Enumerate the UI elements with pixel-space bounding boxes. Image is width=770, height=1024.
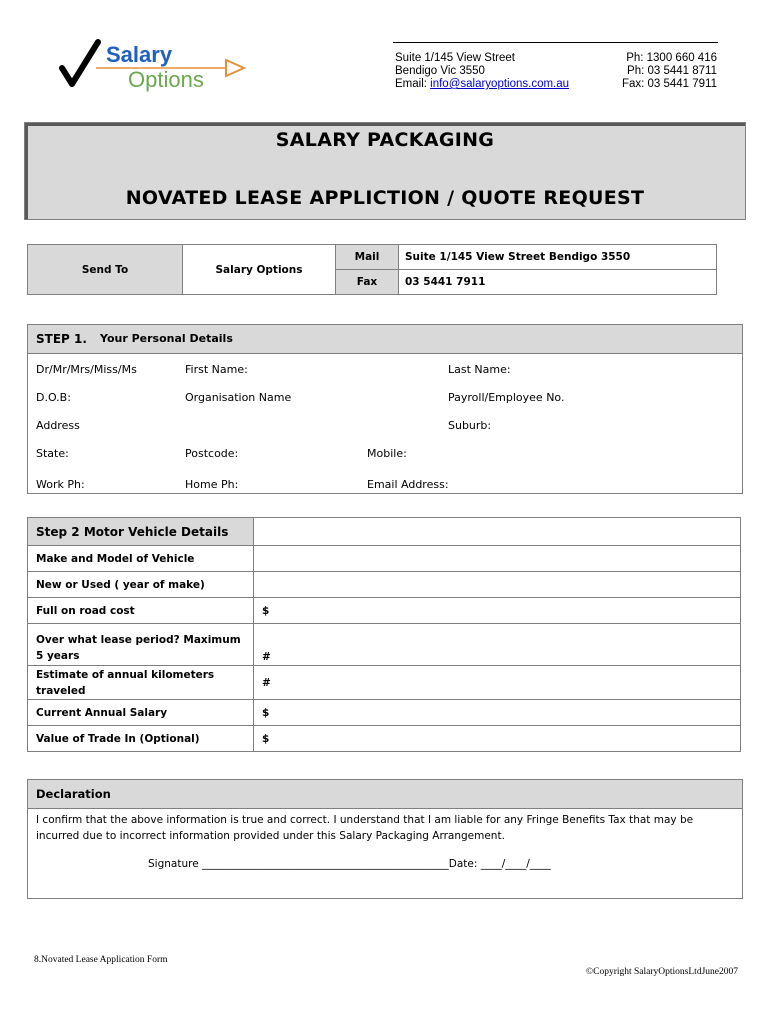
contact-address: [395, 52, 595, 91]
row-label: New or Used ( year of make): [28, 572, 254, 598]
row-value[interactable]: #: [254, 666, 741, 700]
title-field[interactable]: Dr/Mr/Mrs/Miss/Ms: [36, 363, 137, 376]
email-label: Email:: [395, 78, 427, 90]
title-box: [24, 122, 746, 220]
table-row: [28, 624, 741, 666]
email-link[interactable]: info@salaryoptions.com.au: [430, 78, 570, 90]
declaration-title: Declaration: [36, 787, 111, 801]
phone-1: Ph: 1300 660 416: [626, 52, 717, 64]
postcode-field[interactable]: Postcode:: [185, 447, 239, 460]
checkmark-icon: [58, 38, 250, 98]
organisation-field[interactable]: Organisation Name: [185, 391, 292, 404]
declaration-text-2: incurred due to incorrect information provided under this Salary Packaging Arrangement.: [36, 830, 505, 842]
step1-section: [27, 324, 743, 494]
address-field[interactable]: Address: [36, 419, 80, 432]
row-label: Estimate of annual kilometers traveled: [28, 666, 254, 700]
step2-title: Step 2 Motor Vehicle Details: [28, 518, 254, 546]
header-rule: [393, 42, 718, 43]
fax-number: Fax: 03 5441 7911: [621, 78, 717, 90]
step2-header-blank: [254, 518, 741, 546]
table-row: [28, 700, 741, 726]
step2-table: [27, 517, 741, 752]
row-label: Value of Trade In (Optional): [28, 726, 254, 752]
table-row: [28, 598, 741, 624]
contact-phones: [600, 52, 717, 91]
footer-left: 8.Novated Lease Application Form: [34, 955, 168, 965]
payroll-field[interactable]: Payroll/Employee No.: [448, 391, 565, 404]
fax-label: Fax: [336, 270, 399, 295]
row-value[interactable]: [254, 546, 741, 572]
step1-title: STEP 1.: [36, 332, 87, 346]
table-row: [28, 726, 741, 752]
send-to-recipient: Salary Options: [183, 245, 336, 295]
row-label: Make and Model of Vehicle: [28, 546, 254, 572]
work-phone-field[interactable]: Work Ph:: [36, 478, 85, 491]
title-line-1: SALARY PACKAGING: [275, 129, 495, 151]
phone-2: Ph: 03 5441 8711: [627, 65, 717, 77]
mail-label: Mail: [336, 245, 399, 270]
home-phone-field[interactable]: Home Ph:: [185, 478, 239, 491]
row-label: Current Annual Salary: [28, 700, 254, 726]
row-label: Full on road cost: [28, 598, 254, 624]
last-name-field[interactable]: Last Name:: [448, 363, 511, 376]
row-value[interactable]: $: [254, 598, 741, 624]
state-field[interactable]: State:: [36, 447, 69, 460]
logo-word-options: Options: [128, 67, 204, 92]
send-to-table: [27, 244, 717, 295]
title-line-2: NOVATED LEASE APPLICTION / QUOTE REQUEST: [125, 187, 645, 209]
email-address-field[interactable]: Email Address:: [367, 478, 449, 491]
row-value[interactable]: $: [254, 700, 741, 726]
step1-subtitle: Your Personal Details: [100, 332, 233, 345]
send-to-label: Send To: [28, 245, 183, 295]
address-line-1: Suite 1/145 View Street: [395, 52, 515, 64]
suburb-field[interactable]: Suburb:: [448, 419, 492, 432]
declaration-text-1: I confirm that the above information is true and correct. I understand that I am liable for any Fringe Benefits Tax that may be: [36, 814, 694, 826]
declaration-header: [28, 780, 742, 809]
signature-line[interactable]: Signature _______________________________________________Date: ____/____/____: [148, 858, 551, 870]
row-value[interactable]: $: [254, 726, 741, 752]
step1-header: [28, 325, 742, 354]
company-logo: [58, 38, 250, 98]
mail-value: Suite 1/145 View Street Bendigo 3550: [399, 245, 717, 270]
address-line-2: Bendigo Vic 3550: [395, 65, 485, 77]
declaration-section: [27, 779, 743, 899]
table-row: [28, 666, 741, 700]
first-name-field[interactable]: First Name:: [185, 363, 248, 376]
footer-copyright: ©Copyright SalaryOptionsLtdJune2007: [585, 967, 738, 977]
table-row: [28, 546, 741, 572]
row-label: Over what lease period? Maximum 5 years: [28, 624, 254, 666]
email-line: [395, 78, 595, 91]
mobile-field[interactable]: Mobile:: [367, 447, 407, 460]
dob-field[interactable]: D.O.B:: [36, 391, 71, 404]
row-value[interactable]: #: [254, 624, 741, 666]
row-value[interactable]: [254, 572, 741, 598]
fax-value: 03 5441 7911: [399, 270, 717, 295]
logo-word-salary: Salary: [106, 42, 173, 67]
table-row: [28, 572, 741, 598]
